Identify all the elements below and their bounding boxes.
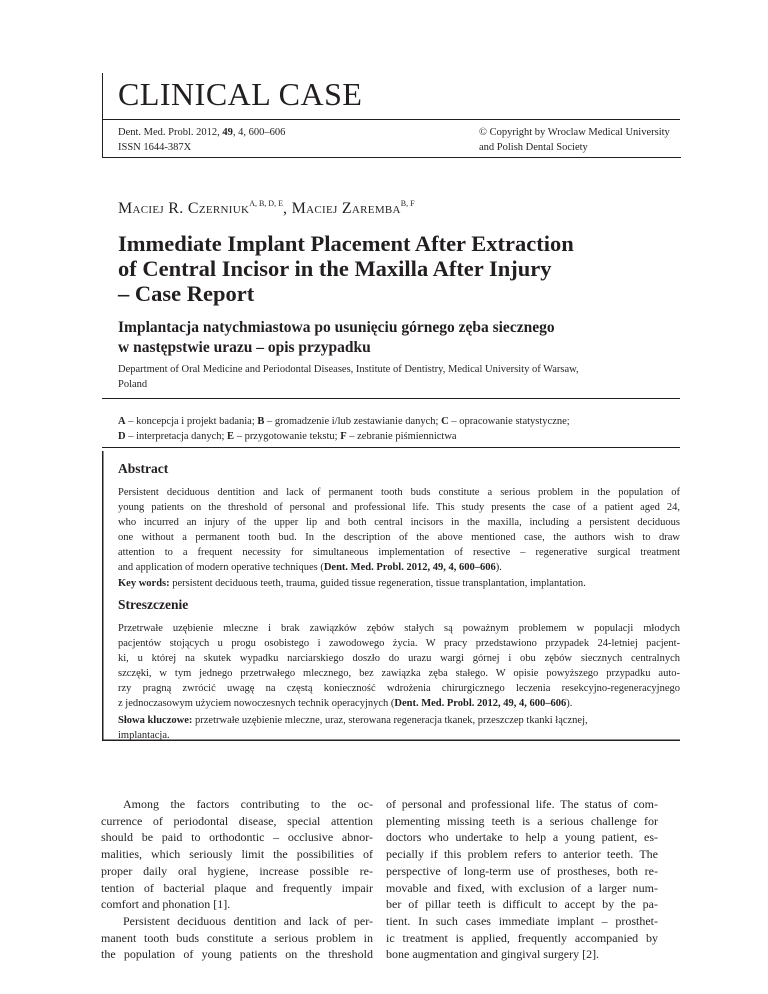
abstract-line: one without a permanent tooth bud. In the description of the above mentioned case, the authors wish to draw: [118, 532, 680, 543]
streszczenie-line: [118, 696, 680, 711]
contribution-text: – opracowanie statystyczne;: [448, 416, 570, 427]
article-title-polish: [118, 318, 678, 358]
copyright-line: and Polish Dental Society: [479, 142, 588, 153]
keywords-polish-line: implantacja.: [118, 730, 170, 741]
contributions-line: [118, 429, 678, 444]
keywords: [118, 576, 680, 591]
keywords-text: persistent deciduous teeth, trauma, guided tissue regeneration, tissue transplantation, implantation.: [169, 578, 586, 589]
body-line: Persistent deciduous dentition and lack of per-: [123, 913, 373, 928]
body-column-right: [386, 796, 658, 963]
streszczenie-line-text: z jednoczasowym użyciem nowoczesnych technik operacyjnych (: [118, 698, 395, 709]
keywords-polish-label: Słowa kluczowe:: [118, 715, 193, 726]
streszczenie-line: ki, u której na skutek wypadku narciarskiego doszło do urazu wargi górnej i obu zębów siecznych centralnych: [118, 653, 680, 664]
streszczenie-citation: Dent. Med. Probl. 2012, 49, 4, 600–606: [394, 698, 567, 709]
journal-meta: [118, 125, 285, 155]
affiliation-line: Poland: [118, 379, 148, 390]
article-title: [118, 231, 678, 306]
body-line: pecially if this problem refers to anterior teeth. The: [386, 847, 658, 862]
streszczenie-line: szczęki, w tym jednego przetrwałego mlecznego, bez zawiązka zęba stałego. W opisie powyższego przypadku auto-: [118, 668, 680, 679]
abstract-line: who incurred an injury of the upper lip and both central incisors in the maxilla, including a persistent deciduous: [118, 517, 680, 528]
header-divider: [102, 119, 680, 120]
abstract-line: Persistent deciduous dentition and lack of permanent tooth buds constitute a serious problem in the population of: [118, 487, 680, 498]
streszczenie-body: [118, 621, 680, 711]
abstract-citation: Dent. Med. Probl. 2012, 49, 4, 600–606: [323, 562, 496, 573]
title-line: of Central Incisor in the Maxilla After Injury: [118, 256, 552, 281]
body-line: bone augmentation and gingival surgery [2].: [386, 947, 600, 962]
title-line: w następstwie urazu – opis przypadku: [118, 339, 371, 356]
abstract-heading: Abstract: [118, 461, 169, 476]
copyright-notice: [479, 125, 670, 155]
body-line: tention of bacterial plaque and frequently impair: [101, 880, 373, 895]
keywords-polish: [118, 713, 680, 743]
abstract-line-text: and application of modern operative techniques (: [118, 562, 324, 573]
keywords-polish-line: [118, 713, 680, 728]
body-line: of personal and professional life. The status of com-: [386, 797, 658, 811]
author-contribution: A, B, D, E: [249, 199, 283, 208]
streszczenie-line-end: ).: [566, 698, 573, 709]
streszczenie-line: Przetrwałe uzębienie mleczne i brak zawiązków zębów stałych są poważnym problemem w populacji młodych: [118, 623, 680, 634]
author-name: Maciej R. Czerniuk: [118, 200, 250, 217]
contribution-text: – koncepcja i projekt badania;: [125, 416, 258, 427]
contribution-key: A: [118, 416, 126, 427]
abstract-line-end: ).: [495, 562, 502, 573]
citation-line: [118, 125, 285, 140]
keywords-polish-text: przetrwałe uzębienie mleczne, uraz, sterowana regeneracja tkanek, przeszczep tkanki łącznej,: [192, 715, 588, 726]
author-name: Maciej Zaremba: [291, 200, 401, 217]
contribution-text: – zebranie piśmiennictwa: [346, 431, 457, 442]
section-title: CLINICAL CASE: [118, 76, 363, 112]
affiliation: [118, 362, 678, 392]
body-line: currence of periodontal disease, special attention: [101, 813, 373, 828]
contribution-key: E: [227, 431, 235, 442]
body-line: movable and fixed, with exclusion of a larger num-: [386, 880, 658, 895]
body-line: perspective of long-term use of prostheses, both re-: [386, 863, 658, 878]
body-line: the population of young patients on the threshold: [101, 947, 373, 962]
author-separator: ,: [282, 200, 292, 217]
body-column-left: [101, 796, 373, 963]
abstract-line: [118, 560, 680, 575]
streszczenie-heading: Streszczenie: [118, 597, 189, 612]
body-line: plementing missing teeth is a serious challenge for: [386, 813, 658, 828]
streszczenie-line: rzy pragną zwrócić uwagę na częstą konieczność wdrożenia chirurgicznego leczenia resekcyjno-regeneracyjnego: [118, 683, 680, 694]
body-line: tient. In such cases immediate implant – prosthet-: [386, 913, 658, 928]
author-list: [118, 199, 415, 218]
body-line: manent tooth buds constitute a serious problem in: [101, 930, 373, 945]
contribution-key: B: [257, 416, 265, 427]
body-line: proper daily oral hygiene, increase possible re-: [101, 863, 373, 878]
body-line: comfort and phonation [1].: [101, 897, 231, 912]
body-line: ic treatment is applied, frequently accompanied by: [386, 930, 658, 945]
contributions-legend: [118, 414, 678, 444]
abstract-line: young patients on the threshold of personal and professional life. This study presents the case of a patient aged 24,: [118, 502, 680, 513]
title-line: – Case Report: [118, 281, 255, 306]
author-contribution: B, F: [400, 199, 415, 208]
body-line: Among the factors contributing to the oc-: [123, 797, 373, 811]
body-line: ber of pillar teeth is difficult to accept by the pa-: [386, 897, 658, 912]
contribution-key: F: [340, 431, 347, 442]
contribution-key: D: [118, 431, 126, 442]
streszczenie-line: pacjentów stojących u progu osobistego i zawodowego życia. W pracy przedstawiono przypadek 24-letniej pacjent-: [118, 638, 680, 649]
contribution-text: – interpretacja danych;: [125, 431, 228, 442]
abstract-body: [118, 485, 680, 575]
body-line: should be paid to orthodontic – occlusive abnor-: [101, 830, 373, 845]
abstract-line: attention to a frequent necessity for simultaneous implementation of resective – regenerative surgical treatment: [118, 547, 680, 558]
affiliation-line: Department of Oral Medicine and Periodontal Diseases, Institute of Dentistry, Medical University of Warsaw,: [118, 364, 579, 375]
contribution-key: C: [441, 416, 449, 427]
body-line: doctors who undertake to help a young patient, es-: [386, 830, 658, 845]
journal-issue-pages: , 4, 600–606: [232, 127, 286, 138]
journal-name: Dent. Med. Probl. 2012,: [118, 127, 223, 138]
contribution-text: – przygotowanie tekstu;: [234, 431, 341, 442]
issn: ISSN 1644-387X: [118, 142, 192, 153]
keywords-label: Key words:: [118, 578, 170, 589]
journal-volume: 49: [222, 127, 233, 138]
contributions-line: [118, 414, 678, 429]
body-line: malities, which seriously limit the possibilities of: [101, 847, 373, 862]
copyright-line: © Copyright by Wroclaw Medical University: [479, 127, 670, 138]
title-line: Immediate Implant Placement After Extraction: [118, 231, 574, 256]
title-line: Implantacja natychmiastowa po usunięciu górnego zęba siecznego: [118, 319, 555, 336]
contribution-text: – gromadzenie i/lub zestawianie danych;: [264, 416, 442, 427]
